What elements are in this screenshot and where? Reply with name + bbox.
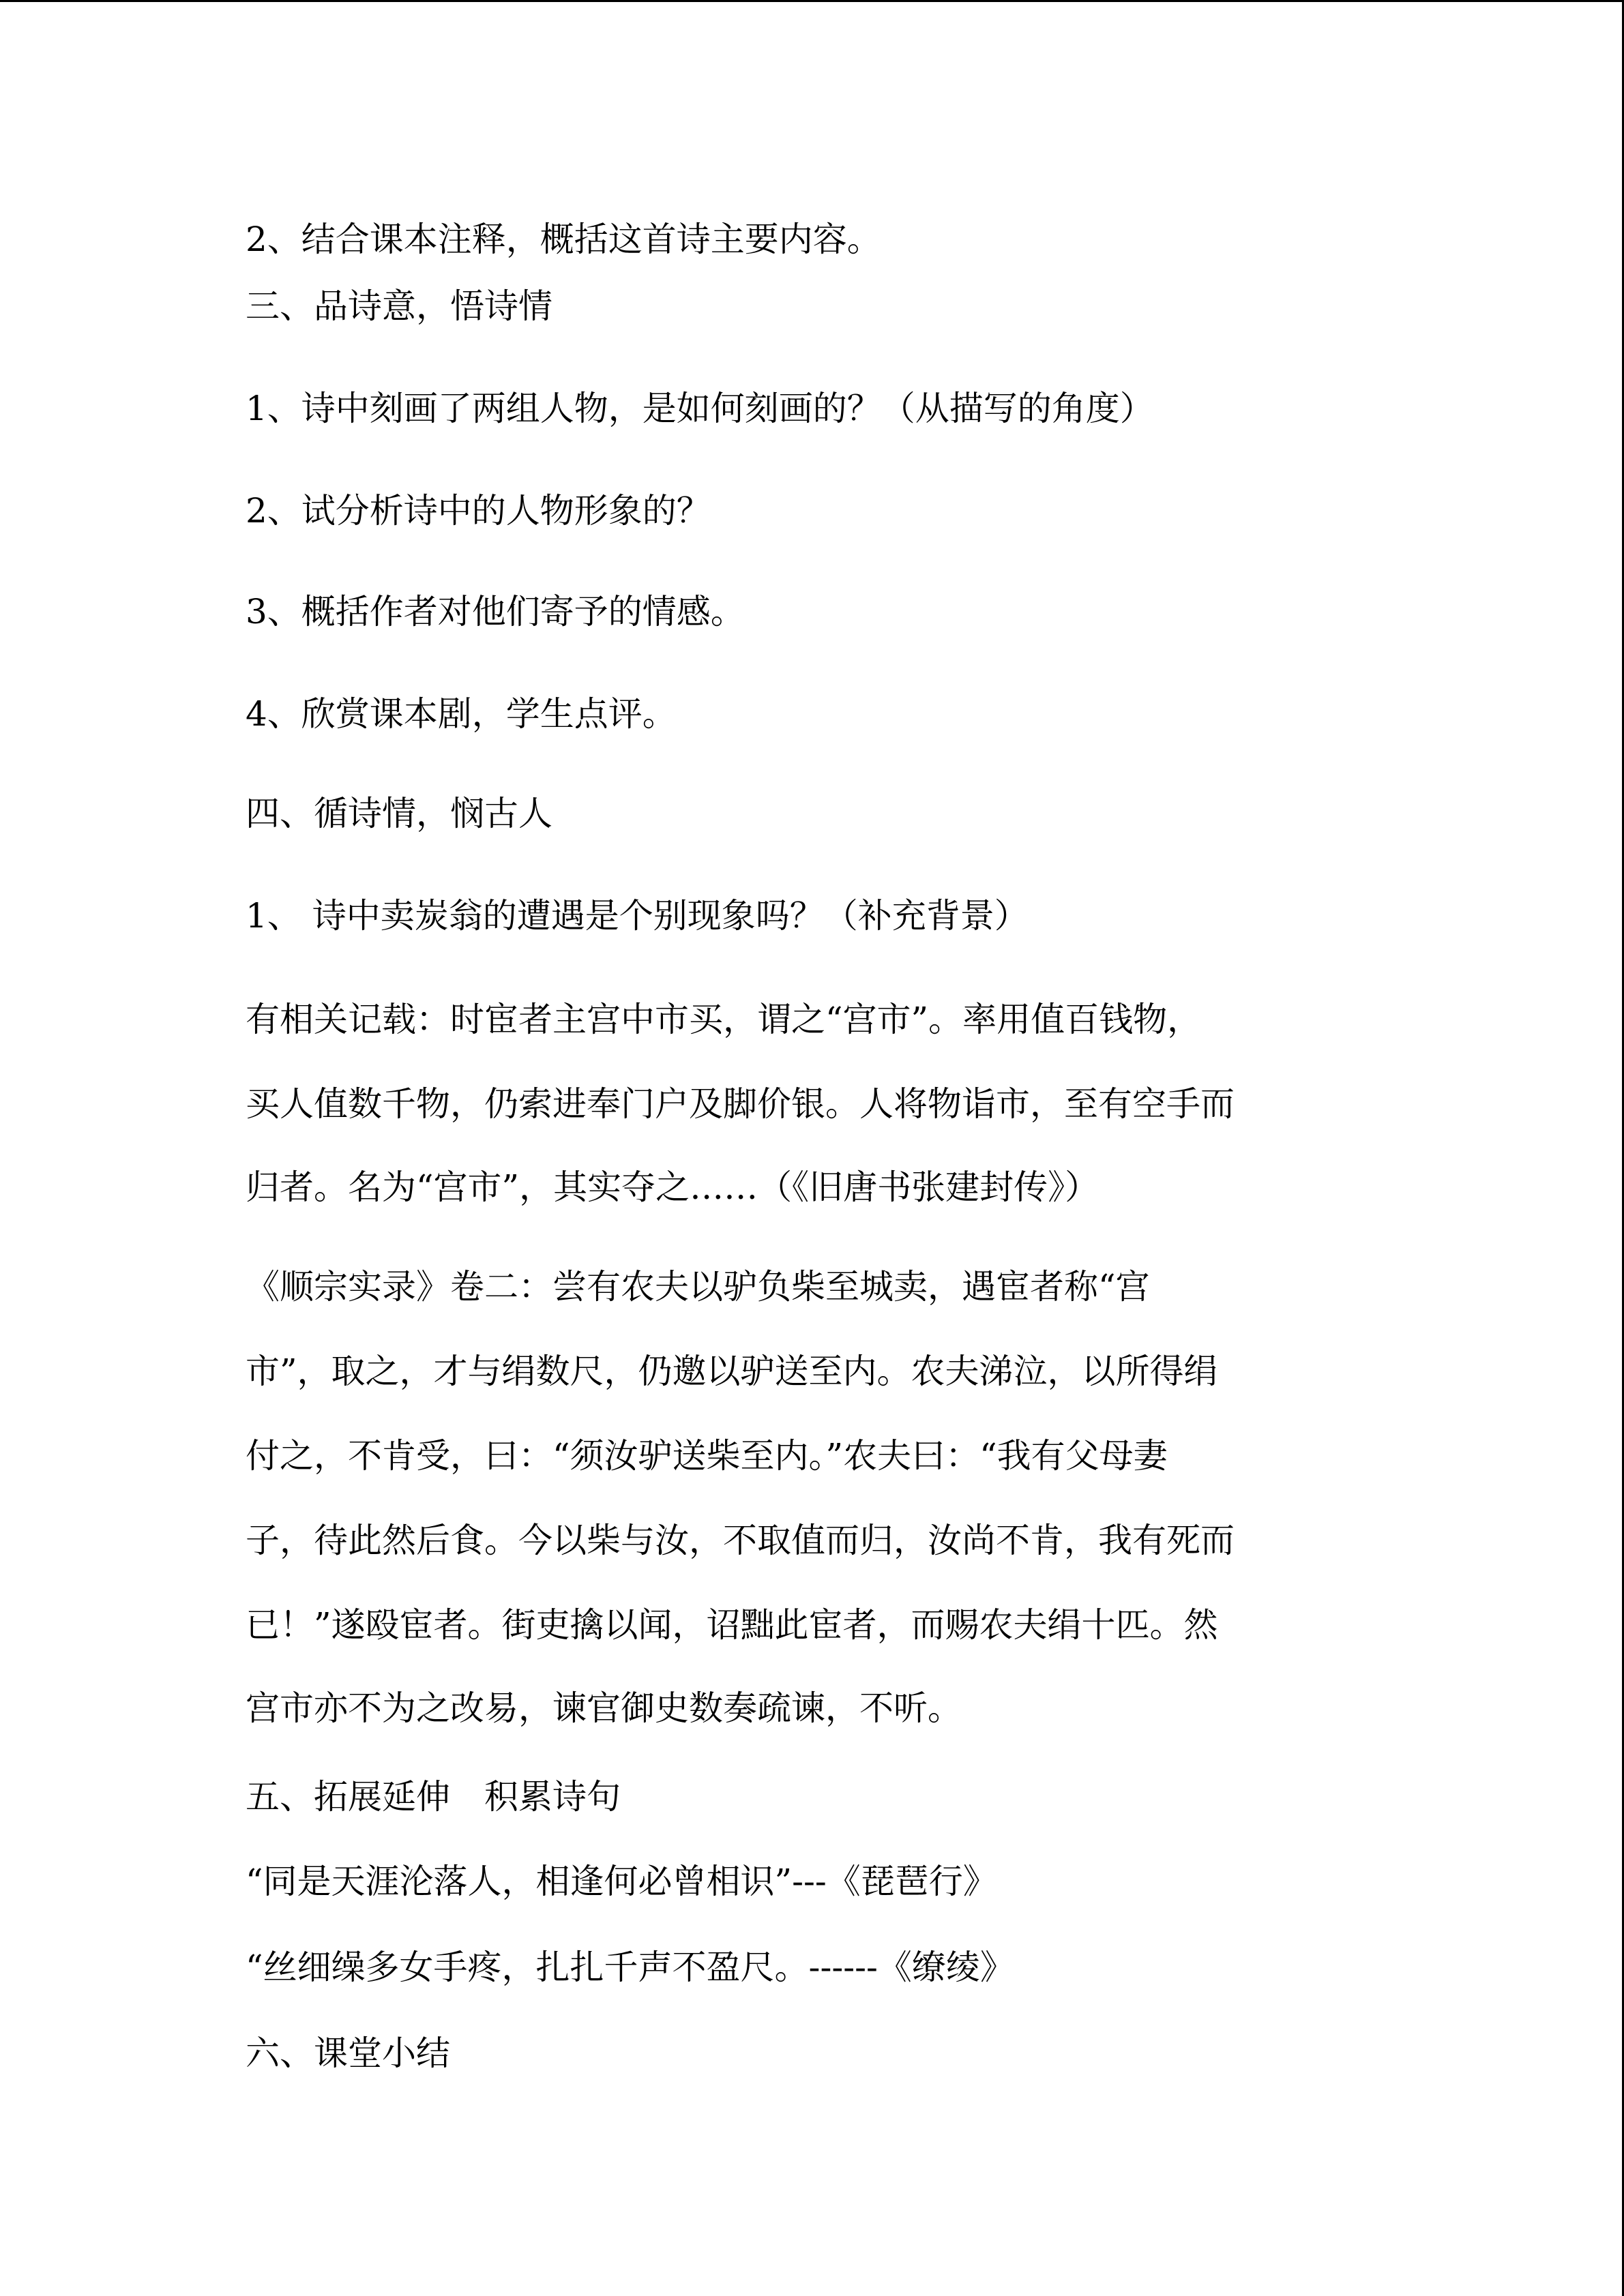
text-line: 《顺宗实录》卷二：尝有农夫以驴负柴至城卖，遇宦者称“宫	[246, 1267, 1150, 1307]
section-heading: 六、课堂小结	[246, 2033, 450, 2073]
text-line: 2、试分析诗中的人物形象的？	[246, 491, 711, 531]
section-heading: 五、拓展延伸 积累诗句	[246, 1777, 621, 1817]
text-line: 1、诗中刻画了两组人物，是如何刻画的？（从描写的角度）	[246, 389, 1154, 428]
text-line: 宫市亦不为之改易，谏官御史数奏疏谏，不听。	[246, 1688, 962, 1728]
text-line: 买人值数千物，仍索进奉门户及脚价银。人将物诣市，至有空手而	[246, 1084, 1235, 1124]
text-line: 子，待此然后食。今以柴与汝，不取值而归，汝尚不肯，我有死而	[246, 1521, 1235, 1560]
section-heading: 三、品诗意，悟诗情	[246, 286, 552, 326]
text-line: “同是天涯沦落人，相逢何必曾相识”---《琵琶行》	[246, 1862, 997, 1901]
text-line: 4、欣赏课本剧，学生点评。	[246, 694, 677, 734]
section-heading: 四、循诗情，悯古人	[246, 794, 552, 833]
text-line: 付之，不肯受，曰：“须汝驴送柴至内。”农夫曰：“我有父母妻	[246, 1436, 1168, 1476]
text-line: 市”，取之，才与绢数尺，仍邀以驴送至内。农夫涕泣，以所得绢	[246, 1352, 1218, 1391]
text-line: “丝细缲多女手疼，扎扎千声不盈尺。------《缭绫》	[246, 1948, 1014, 1987]
text-line: 有相关记载：时宦者主宫中市买，谓之“宫市”。率用值百钱物，	[246, 1000, 1202, 1039]
text-line: 已！”遂殴宦者。街吏擒以闻，诏黜此宦者，而赐农夫绢十匹。然	[246, 1605, 1218, 1645]
text-line: 归者。名为“宫市”，其实夺之……（《旧唐书张建封传》）	[246, 1167, 1099, 1207]
text-line: 2、结合课本注释，概括这首诗主要内容。	[246, 220, 881, 259]
text-line: 3、概括作者对他们寄予的情感。	[246, 592, 745, 631]
text-line: 1、 诗中卖炭翁的遭遇是个别现象吗？（补充背景）	[246, 896, 1029, 936]
